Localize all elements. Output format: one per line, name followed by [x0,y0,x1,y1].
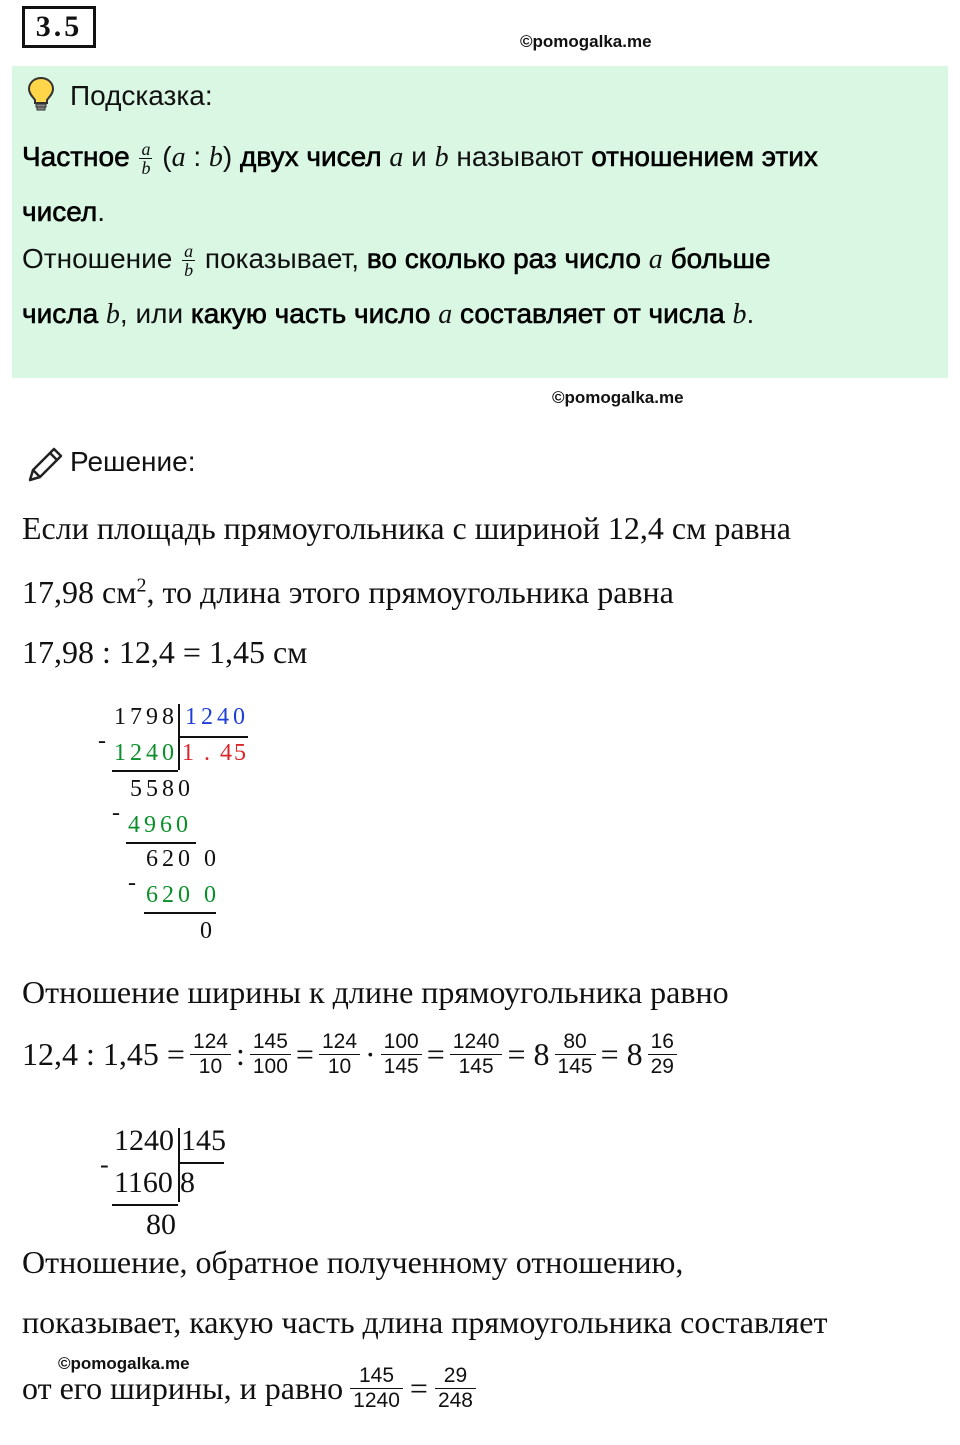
solution-text-2: 17,98 $см^2$, то длина этого прямоугольника равна [22,574,674,610]
watermark-bottom: ©pomogalka.me [58,1354,190,1373]
hint-title: Подсказка: [70,80,213,111]
solution-text-3: 17,98 : 12,4 = 1,45 см [22,634,308,670]
watermark-top: ©pomogalka.me [520,32,652,51]
solution-text-6: показывает, какую часть длина прямоугольника составляет [22,1304,828,1340]
hint-line-1: Частное $\frac{a}{b}$ (a : b) двух чисел a и b называют отношением этих [22,139,818,178]
fraction-a-b: $\frac{a}{b}$ [184,241,194,280]
task-number: 3.5 [22,6,96,48]
fraction-a-b: $\frac{a}{b}$ [141,139,151,178]
lightbulb-icon [26,76,56,117]
solution-text-4: Отношение ширины к длине прямоугольника равно [22,974,729,1010]
solution-title: Решение: [70,446,196,477]
hint-box [12,66,948,378]
ratio-equation: 12,4 : 1,45 = $\frac{124}{10}$ : $\frac{145}{100}$ = $\frac{124}{10}$ · $\frac{100}{145}$ = $\frac{1240}{145}$ = 8 $\frac{80}{145}$ = 8 16 29 [22,1030,678,1079]
solution-text-1: Если площадь прямоугольника с шириной 12,4 см равна [22,510,791,546]
solution-text-5: Отношение, обратное полученному отношению, [22,1244,684,1280]
pencil-icon [24,444,66,491]
watermark-middle: ©pomogalka.me [552,388,684,407]
hint-line-3: Отношение $\frac{a}{b}$ показывает, во сколько раз число a больше [22,241,771,280]
hint-line-2: чисел. [22,196,105,227]
hint-line-4: числа b, или какую часть число a составляет от числа b. [22,298,755,330]
solution-text-7: от его ширины, и равно $\frac{145}{1240}$ = $\frac{29}{248}$ [22,1364,477,1413]
